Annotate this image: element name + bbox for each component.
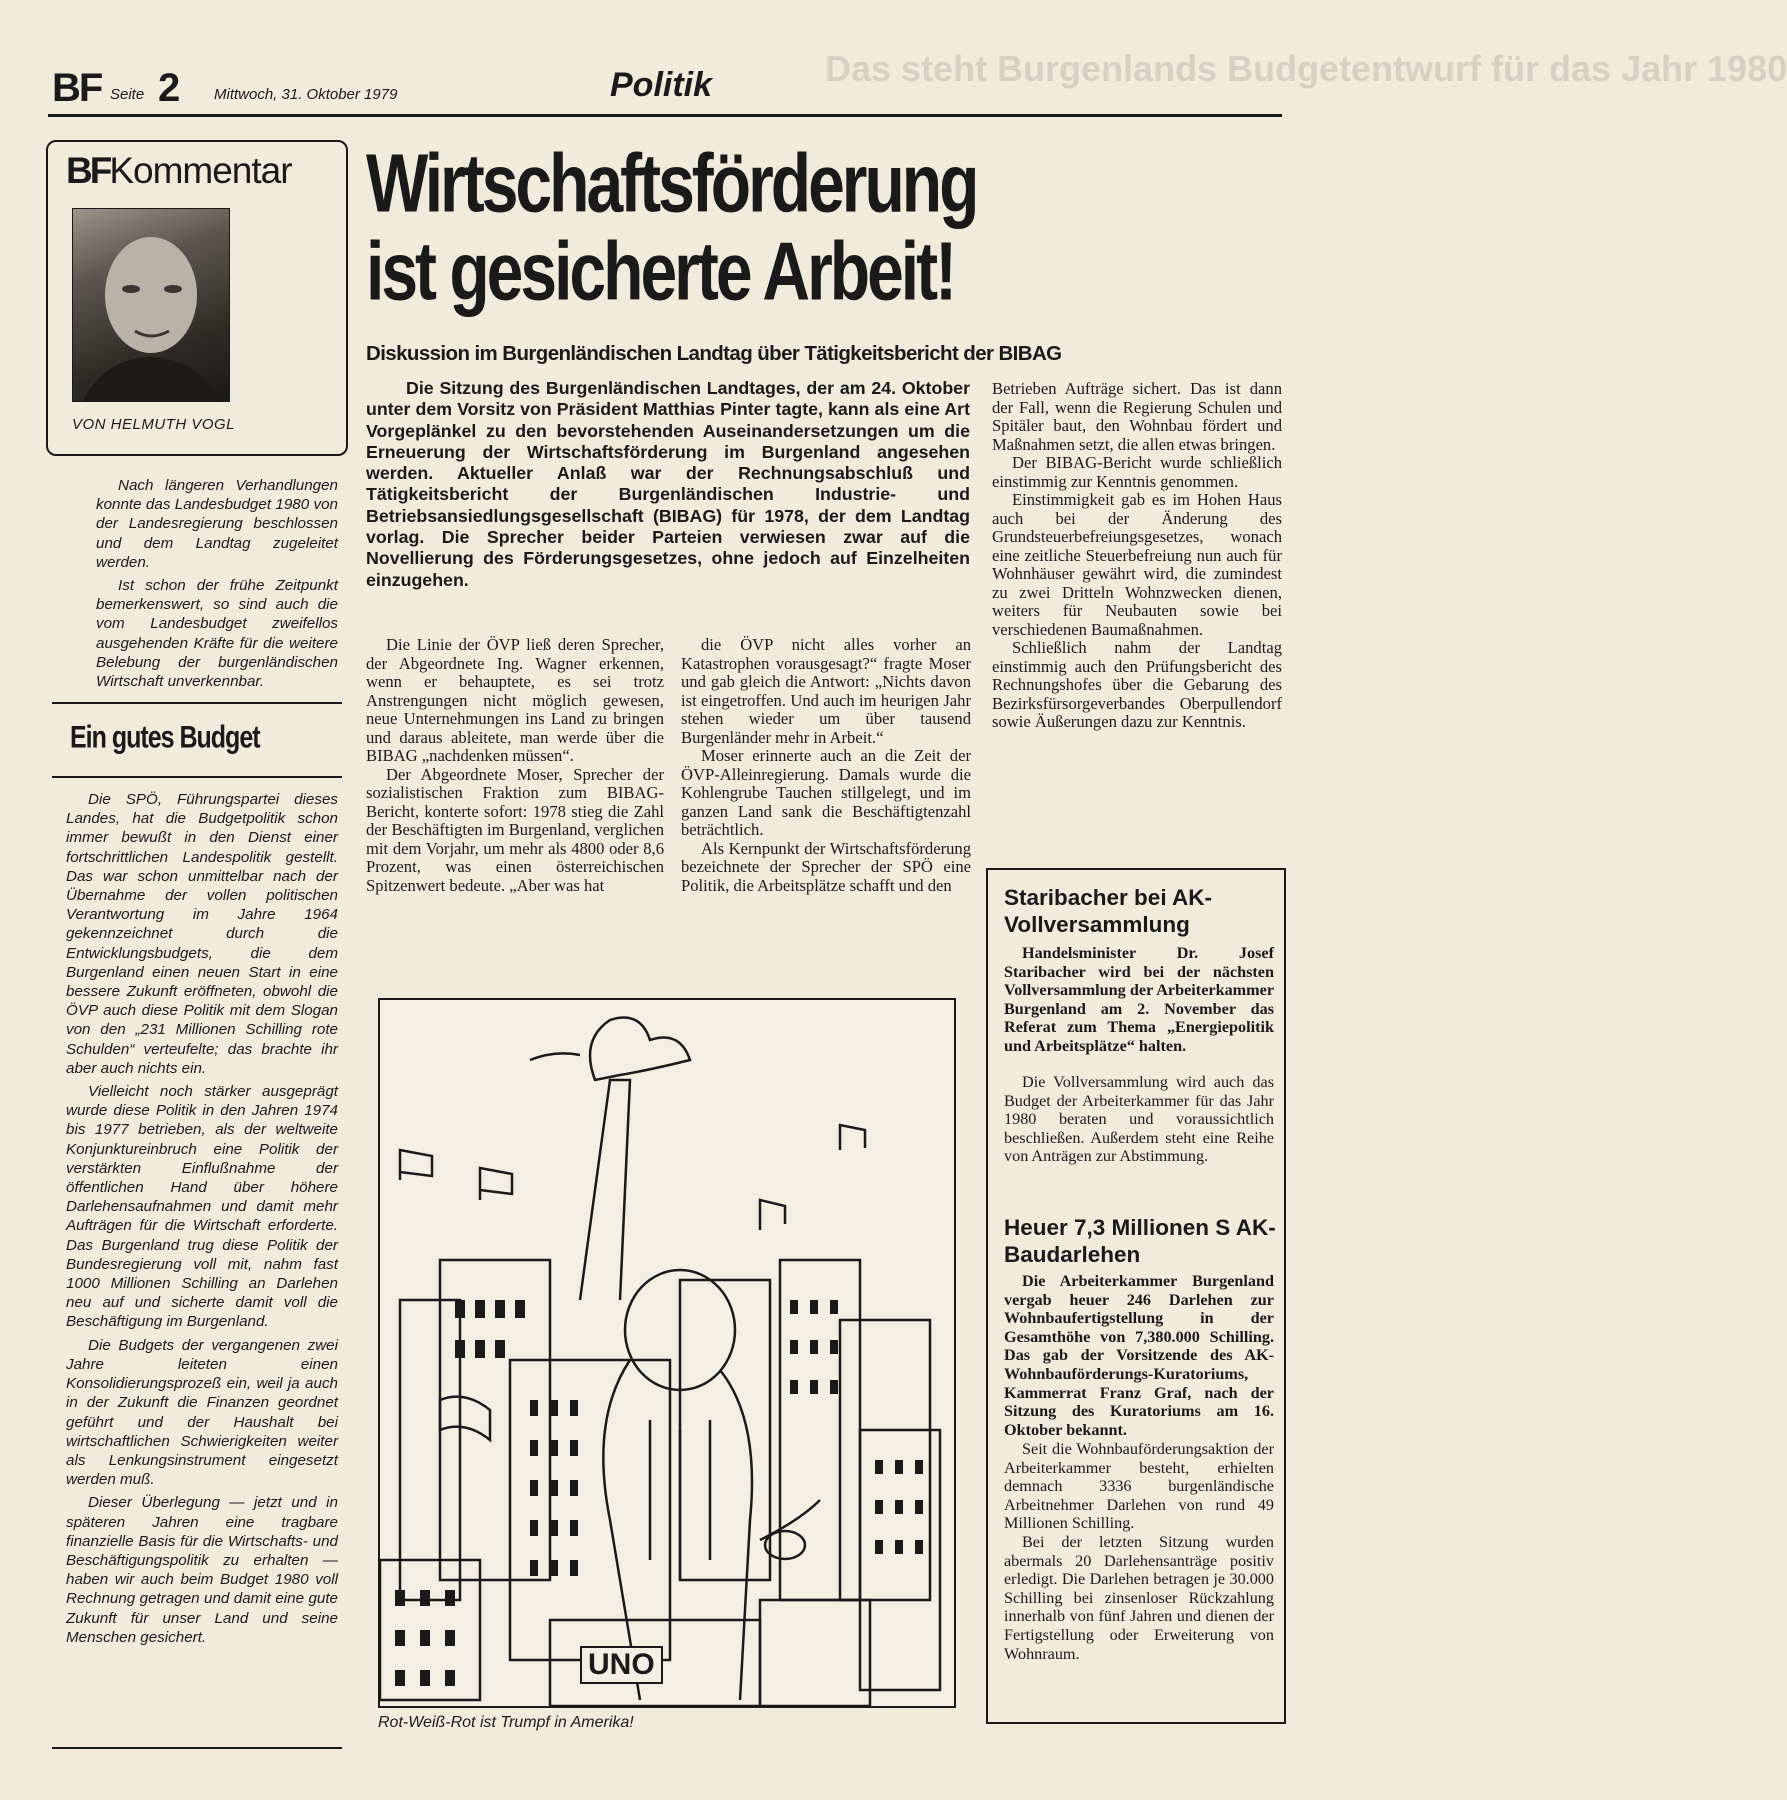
kommentar-byline: VON HELMUTH VOGL [72, 416, 236, 433]
sidebar-headline-2: Heuer 7,3 Millionen S AK-Baudarlehen [1004, 1215, 1276, 1267]
masthead-rule [48, 114, 1282, 117]
article-column-3: Betrieben Aufträge sichert. Das ist dann der Fall, wenn die Regierung Schulen und Spitäler baut, den Wohnbau fördert und Maßnahmen setzt, die allen etwas bringen. Der BIBAG-Bericht wurde schließlich einstimmig zur Kenntnis genommen. Einstimmigkeit gab es im Hohen Haus auch bei der Änderung des Grundsteuerbefreiungsgesetzes, wonach eine zeitliche Steuerbefreiung nun auch für Wohnhäuser gewährt wird, die zumindest zu zwei Dritteln Wohnzwecken dienen, weiters für Neubauten sowie bei verschiedenen Baumaßnahmen. Schließlich nahm der Landtag einstimmig auch den Prüfungsbericht des Rechnungshofes über die Gebarung des Bezirksfürsorgeverbandes Oberpullendorf sowie Äußerungen dazu zur Kenntnis. [992, 379, 1282, 731]
kommentar-divider [52, 702, 342, 704]
article-deck: Diskussion im Burgenländischen Landtag über Tätigkeitsbericht der BIBAG [366, 342, 1062, 365]
masthead-logo: BF [52, 66, 102, 110]
sidebar-lead-2: Die Arbeiterkammer Burgenland vergab heuer 246 Darlehen zur Wohnbaufertigstellung in der Gesamthöhe von 7,380.000 Schilling. Das gab der Vorsitzende des AK-Wohnbauförderungs-Kuratoriums, Kammerrat Franz Graf, nach der Sitzung des Kuratoriums am 16. Oktober bekannt. [1004, 1272, 1274, 1439]
author-portrait-icon [73, 209, 229, 401]
sidebar-lead-1: Handelsminister Dr. Josef Staribacher wird bei der nächsten Vollversammlung der Arbeiterkammer Burgenland am 2. November das Referat zum Thema „Energiepolitik und Arbeitsplätze“ halten. [1004, 944, 1274, 1055]
section-title: Politik [610, 66, 713, 104]
show-through-text: Das steht Burgenlands Budgetentwurf für das Jahr 1980 [825, 48, 1787, 89]
headline-line-2: ist gesicherte Arbeit! [366, 224, 955, 317]
article-lead: Die Sitzung des Burgenländischen Landtages, der am 24. Oktober unter dem Vorsitz von Präsident Matthias Pinter tagte, kann als eine Art Vorgeplänkel zu den bevorstehenden Auseinandersetzungen um die Erneuerung der Wirtschaftsförderung im Burgenland angesehen werden. Aktueller Anlaß war der Rechnungsabschluß und Tätigkeitsbericht der Burgenländischen Industrie- und Betriebsansiedlungsgesellschaft (BIBAG) für 1978, der dem Landtag vorlag. Die Sprecher beider Parteien verwiesen zwar auf die Novellierung des Förderungsgesetzes, ohne jedoch auf Einzelheiten einzugehen. [366, 378, 970, 590]
headline-line-1: Wirtschaftsförderung [366, 136, 977, 229]
kommentar-body: Die SPÖ, Führungspartei dieses Landes, hat die Budgetpolitik schon immer bewußt in den Dienst einer fortschrittlichen Landespolitik gestellt. Das war schon unmittelbar nach der Übernahme der vollen politischen Verantwortung im Jahre 1964 gekennzeichnet durch die Entwicklungsbudgets, die dem Burgenland einen neuen Start in eine bessere Zukunft eröffneten, obwohl die ÖVP auch diese Politik mit dem Slogan von den „231 Millionen Schilling rote Schulden“ verteufelte; das brachte ihr aber auch nichts ein. Vielleicht noch stärker ausgeprägt wurde diese Politik in den Jahren 1974 bis 1977 betrieben, als der weltweite Konjunktureinbruch eine Politik der verstärkten Einflußnahme der öffentlichen Hand über höhere Darlehensaufnahmen und damit mehr Aufträgen für die Wirtschaft erforderte. Das Burgenland trug diese Politik der Bundesregierung voll mit, nahm fast 1000 Millionen Schilling an Darlehen neu auf und sicherte damit voll die Beschäftigung im Burgenland. Die Budgets der vergangenen zwei Jahre leiteten einen Konsolidierungsprozeß ein, weil ja auch in der Zukunft die Finanzen geordnet geführt und der Haushalt bei wirtschaftlichen Schwierigkeiten weiter als Lenkungsinstrument eingesetzt werden muß. Dieser Überlegung — jetzt und in späteren Jahren eine tragbare finanzielle Basis für die Wirtschafts- und Beschäftigungspolitik zu erhalten — haben wir auch beim Budget 1980 voll Rechnung getragen und damit eine gute Zukunft für unser Land und seine Menschen gesichert. [66, 791, 338, 1646]
cartoon-frame [378, 998, 956, 1708]
sidebar-body-2: Seit die Wohnbauförderungsaktion der Arbeiterkammer besteht, erhielten demnach 3336 burgenländische Arbeitnehmer Darlehen von rund 49 Millionen Schilling. Bei der letzten Sitzung wurden abermals 20 Darlehensanträge positiv erledigt. Die Darlehen betragen je 30.000 Schilling bei zinsenloser Rückzahlung innerhalb von fünf Jahren und dienen der Fertigstellung oder Erweiterung von Wohnraum. [1004, 1440, 1274, 1663]
issue-date: Mittwoch, 31. Oktober 1979 [214, 86, 398, 103]
sidebar-headline-1: Staribacher bei AK-Vollversammlung [1004, 885, 1212, 937]
page-label: Seite [110, 86, 145, 103]
article-column-1: Die Linie der ÖVP ließ deren Sprecher, der Abgeordnete Ing. Wagner erkennen, wenn er behauptete, es sei trotz Anstrengungen nicht möglich gewesen, neue Unternehmungen ins Land zu bringen und daraus ableitete, man werde über die BIBAG „nachdenken müssen“. Der Abgeordnete Moser, Sprecher der sozialistischen Fraktion zum BIBAG-Bericht, konterte sofort: 1978 stieg die Zahl der Beschäftigten im Burgenland, verglichen mit dem Vorjahr, um mehr als 4800 oder 8,6 Prozent, was einen österreichischen Spitzenwert bedeute. „Aber was hat [366, 635, 664, 895]
kommentar-title: BFKommentar [66, 150, 292, 191]
kommentar-subhead: Ein gutes Budget [70, 720, 260, 755]
author-photo [72, 208, 230, 402]
kommentar-divider [52, 776, 342, 778]
kommentar-intro: Nach längeren Verhandlungen konnte das Landesbudget 1980 von der Landesregierung beschlossen und dem Landtag zugeleitet werden. Ist schon der frühe Zeitpunkt bemerkenswert, so sind auch die vom Landesbudget zweifellos ausgehenden Kräfte für die weitere Belebung der burgenländischen Wirtschaft unverkennbar. [96, 477, 338, 691]
sidebar-body-1: Die Vollversammlung wird auch das Budget der Arbeiterkammer für das Jahr 1980 beraten und voraussichtlich beschließen. Außerdem steht eine Reihe von Anträgen zur Abstimmung. [1004, 1073, 1274, 1166]
kommentar-bottom-rule [52, 1747, 342, 1749]
cartoon-skyline-icon [380, 1000, 954, 1706]
cartoon-caption: Rot-Weiß-Rot ist Trumpf in Amerika! [378, 1714, 634, 1731]
cartoon-uno-sign: UNO [580, 1646, 663, 1684]
page-number: 2 [158, 66, 181, 110]
article-column-2: die ÖVP nicht alles vorher an Katastrophen vorausgesagt?“ fragte Moser und gab gleich die Antwort: „Nichts davon ist eingetroffen. Und auch im heurigen Jahr stehen wieder um über tausend Burgenländer mehr in Arbeit.“ Moser erinnerte auch an die Zeit der ÖVP-Alleinregierung. Damals wurde die Kohlengrube Tauchen stillgelegt, und im ganzen Land sank die Beschäftigtenzahl beträchtlich. Als Kernpunkt der Wirtschaftsförderung bezeichnete der Sprecher der SPÖ eine Politik, die Arbeitsplätze schafft und den [681, 635, 971, 895]
